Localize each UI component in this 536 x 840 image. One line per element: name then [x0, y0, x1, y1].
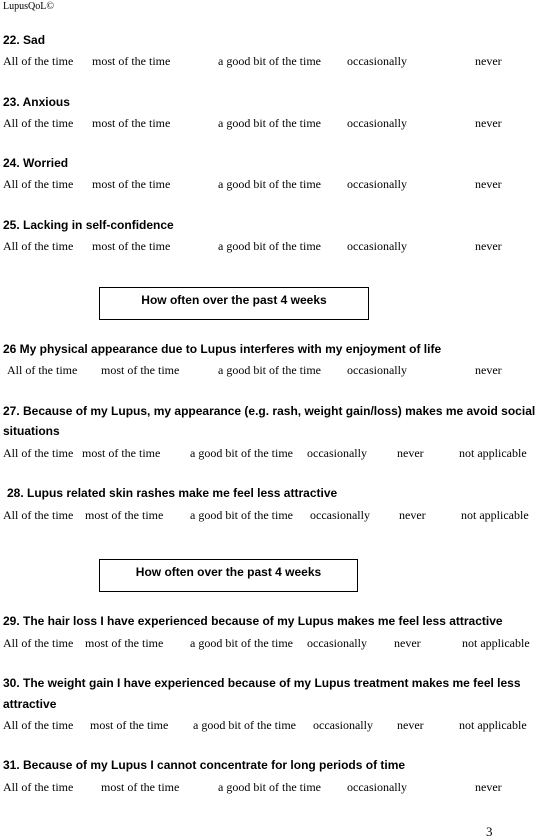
option-most-of-the-time[interactable]: most of the time [85, 508, 164, 522]
option-not-applicable[interactable]: not applicable [462, 636, 530, 650]
option-not-applicable[interactable]: not applicable [459, 718, 527, 732]
option-occasionally[interactable]: occasionally [347, 363, 407, 377]
option-most-of-the-time[interactable]: most of the time [82, 446, 161, 460]
option-all-of-the-time[interactable]: All of the time [3, 508, 74, 522]
option-most-of-the-time[interactable]: most of the time [101, 363, 180, 377]
option-good-bit[interactable]: a good bit of the time [218, 363, 321, 377]
option-most-of-the-time[interactable]: most of the time [101, 780, 180, 794]
option-never[interactable]: never [397, 446, 424, 460]
option-all-of-the-time[interactable]: All of the time [3, 780, 74, 794]
option-all-of-the-time[interactable]: All of the time [3, 446, 74, 460]
option-occasionally[interactable]: occasionally [347, 177, 407, 191]
option-good-bit[interactable]: a good bit of the time [190, 446, 293, 460]
option-never[interactable]: never [399, 508, 426, 522]
option-never[interactable]: never [397, 718, 424, 732]
option-good-bit[interactable]: a good bit of the time [218, 177, 321, 191]
option-good-bit[interactable]: a good bit of the time [218, 239, 321, 253]
question-28: 28. Lupus related skin rashes make me feel less attractive [7, 486, 338, 500]
option-occasionally[interactable]: occasionally [307, 446, 367, 460]
option-never[interactable]: never [475, 116, 502, 130]
option-occasionally[interactable]: occasionally [347, 116, 407, 130]
option-never[interactable]: never [475, 363, 502, 377]
option-good-bit[interactable]: a good bit of the time [218, 116, 321, 130]
option-not-applicable[interactable]: not applicable [459, 446, 527, 460]
option-good-bit[interactable]: a good bit of the time [193, 718, 296, 732]
question-24: 24. Worried [3, 156, 69, 170]
option-all-of-the-time[interactable]: All of the time [3, 177, 74, 191]
option-all-of-the-time[interactable]: All of the time [7, 363, 78, 377]
option-occasionally[interactable]: occasionally [307, 636, 367, 650]
option-all-of-the-time[interactable]: All of the time [3, 718, 74, 732]
question-22: 22. Sad [3, 33, 46, 47]
question-30: 30. The weight gain I have experienced because of my Lupus treatment makes me feel less [3, 676, 521, 690]
option-occasionally[interactable]: occasionally [347, 54, 407, 68]
option-most-of-the-time[interactable]: most of the time [85, 636, 164, 650]
option-good-bit[interactable]: a good bit of the time [218, 780, 321, 794]
option-occasionally[interactable]: occasionally [313, 718, 373, 732]
section-header-box: How often over the past 4 weeks [99, 559, 358, 592]
option-occasionally[interactable]: occasionally [347, 780, 407, 794]
option-never[interactable]: never [394, 636, 421, 650]
option-occasionally[interactable]: occasionally [310, 508, 370, 522]
question-29: 29. The hair loss I have experienced because of my Lupus makes me feel less attractive [3, 614, 503, 628]
question-30-continued: attractive [3, 697, 57, 711]
option-most-of-the-time[interactable]: most of the time [92, 54, 171, 68]
option-not-applicable[interactable]: not applicable [461, 508, 529, 522]
question-25: 25. Lacking in self-confidence [3, 218, 174, 232]
option-occasionally[interactable]: occasionally [347, 239, 407, 253]
option-all-of-the-time[interactable]: All of the time [3, 54, 74, 68]
option-never[interactable]: never [475, 177, 502, 191]
option-good-bit[interactable]: a good bit of the time [190, 636, 293, 650]
option-never[interactable]: never [475, 54, 502, 68]
option-all-of-the-time[interactable]: All of the time [3, 239, 74, 253]
question-26: 26 My physical appearance due to Lupus interferes with my enjoyment of life [3, 342, 442, 356]
option-most-of-the-time[interactable]: most of the time [92, 239, 171, 253]
option-most-of-the-time[interactable]: most of the time [90, 718, 169, 732]
section-header-box: How often over the past 4 weeks [99, 287, 369, 320]
option-good-bit[interactable]: a good bit of the time [190, 508, 293, 522]
question-31: 31. Because of my Lupus I cannot concentrate for long periods of time [3, 758, 406, 772]
option-never[interactable]: never [475, 239, 502, 253]
option-never[interactable]: never [475, 780, 502, 794]
option-all-of-the-time[interactable]: All of the time [3, 116, 74, 130]
option-most-of-the-time[interactable]: most of the time [92, 177, 171, 191]
question-27-continued: situations [3, 424, 60, 438]
question-23: 23. Anxious [3, 95, 70, 109]
option-most-of-the-time[interactable]: most of the time [92, 116, 171, 130]
option-good-bit[interactable]: a good bit of the time [218, 54, 321, 68]
option-all-of-the-time[interactable]: All of the time [3, 636, 74, 650]
header-title: LupusQoL© [3, 1, 54, 12]
question-27: 27. Because of my Lupus, my appearance (e.g. rash, weight gain/loss) makes me avoid social [3, 404, 536, 418]
page-number: 3 [486, 824, 493, 839]
